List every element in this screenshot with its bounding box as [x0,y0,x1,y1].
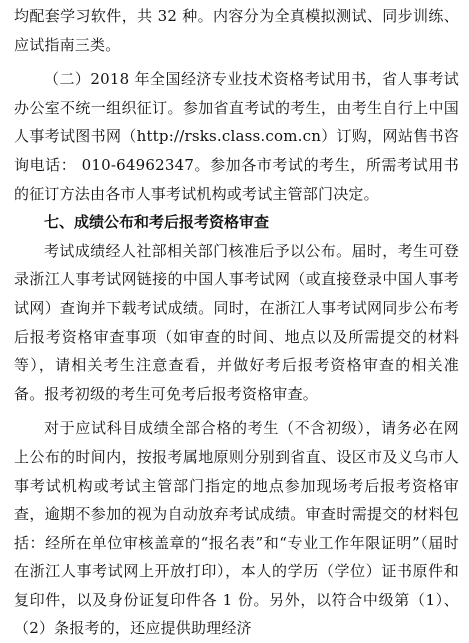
paragraph-exam-books: （二）2018 年全国经济专业技术资格考试用书，省人事考试办公室不统一组织征订。参加省直考试的考生，由考生自行上中国人事考试图书网（http://rsks.class.com.cn）订购，网站售书咨询电话： 010-64962347。参加各市考试的考生，所需考试用书的征订方法由各市人事考试机构或考试主管部门决定。 [14,70,459,203]
section-heading-scores-review: 七、成绩公布和考后报考资格审查 [44,213,270,232]
paragraph-qualification-review: 对于应试科目成绩全部合格的考生（不含初级），请务必在网上公布的时间内，按报考属地原则分别到省直、设区市及义乌市人事考试机构或考试主管部门指定的地点参加现场考后报考资格审查，逾期不参加的视为自动放弃考试成绩。审查时需提交的材料包括：经所在单位审核盖章的“报名表”和“专业工作年限证明”（届时在浙江人事考试网上开放打印），本人的学历（学位）证书原件和复印件，以及身份证复印件各 1 份。另外，以符合中级第（1）、（2）条报考的，还应提供助理经济 [14,419,459,638]
paragraph-score-publication: 考试成绩经人社部相关部门核准后予以公布。届时，考生可登录浙江人事考试网链接的中国人事考试网（或直接登录中国人事考试网）查询并下载考试成绩。同时，在浙江人事考试网同步公布考后报考资格审查事项（如审查的时间、地点以及所需提交的材料等），请相关考生注意查看，并做好考后报考资格审查的相关准备。报考初级的考生可免考后报考资格审查。 [14,241,459,403]
paragraph-intro-continuation: 均配套学习软件，共 32 种。内容分为全真模拟测试、同步训练、应试指南三类。 [14,7,459,54]
